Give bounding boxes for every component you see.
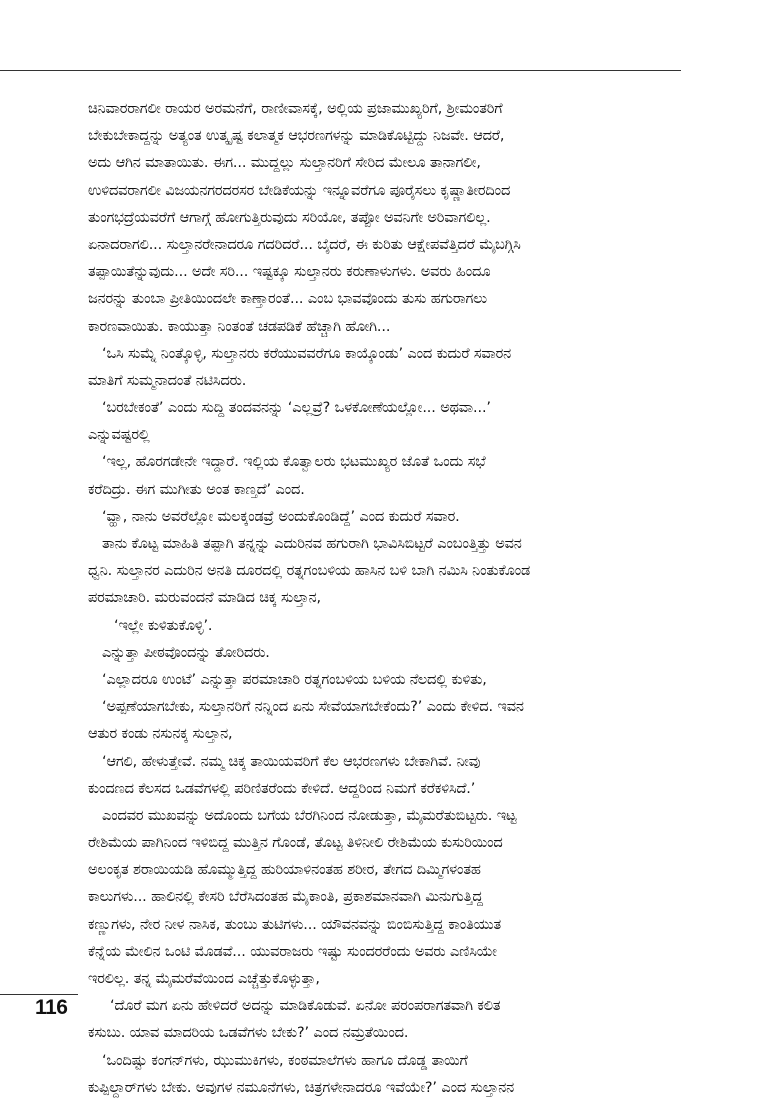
text-line: ‘ಆಗಲಿ, ಹೇಳುತ್ತೇವೆ. ನಮ್ಮ ಚಿಕ್ಕ ತಾಯಿಯವರಿಗೆ ಕೆಲ ಆಭರಣಗಳು ಬೇಕಾಗಿವೆ. ನೀವು — [102, 753, 481, 770]
text-line: ಅಲಂಕೃತ ಶರಾಯಿಯಡಿ ಹೊಮ್ಮುತ್ತಿದ್ದ ಹುರಿಯಾಳಿನಂತಹ ಶರೀರ, ತೇಗದ ದಿಮ್ಮಿಗಳಂತಹ — [88, 862, 481, 879]
text-line: ‘ಇಲ್ಲ, ಹೊರಗಡೇನೇ ಇದ್ದಾರೆ. ಇಲ್ಲಿಯ ಕೊತ್ವಾಲರು ಭಟಮುಖ್ಯರ ಜೊತೆ ಒಂದು ಸಭೆ — [102, 454, 486, 471]
text-line: ಕಣ್ಣುಗಳು, ನೇರ ನೀಳ ನಾಸಿಕ, ತುಂಬು ತುಟಿಗಳು... ಯೌವನವನ್ನು ಬಿಂಬಿಸುತ್ತಿದ್ದ ಕಾಂತಿಯುತ — [88, 916, 502, 933]
footer-rule — [0, 994, 78, 995]
text-line: ಎಂದವರ ಮುಖವನ್ನು ಅದೊಂದು ಬಗೆಯ ಬೆರಗಿನಿಂದ ನೋಡುತ್ತಾ, ಮೈಮರೆತುಬಿಟ್ಟರು. ಇಟ್ಟ — [102, 807, 517, 824]
text-line: ಬೇಕುಬೇಕಾದ್ದನ್ನು ಅತ್ಯಂತ ಉತ್ಕೃಷ್ಟ ಕಲಾತ್ಮಕ ಆಭರಣಗಳನ್ನು ಮಾಡಿಕೊಟ್ಟಿದ್ದು ನಿಜವೇ. ಆದರೆ, — [88, 128, 505, 145]
page-body — [88, 96, 684, 1102]
text-line: ‘ಒಂದಿಷ್ಟು ಕಂಗನ್‌ಗಳು, ಝುಮುಕಿಗಳು, ಕಂಠಮಾಲೆಗಳು ಹಾಗೂ ದೊಡ್ಡ ತಾಯಿಗೆ — [102, 1052, 468, 1069]
text-line: ಕಾರಣವಾಯಿತು. ಕಾಯುತ್ತಾ ನಿಂತಂತೆ ಚಡಪಡಿಕೆ ಹೆಚ್ಚಾಗಿ ಹೋಗಿ... — [88, 318, 391, 335]
text-line: ಎನ್ನುತ್ತಾ ಪೀಠವೊಂದನ್ನು ತೋರಿದರು. — [102, 644, 270, 661]
page-number: 116 — [35, 996, 68, 1019]
text-line: ಇರಲಿಲ್ಲ. ತನ್ನ ಮೈಮರೆವೆಯಿಂದ ಎಚ್ಚೆತ್ತುಕೊಳ್ಳುತ್ತಾ, — [88, 971, 320, 987]
text-line: ‘ಒಸಿ ಸುಮ್ನೆ ನಿಂತ್ಕೊಳ್ಳಿ, ಸುಲ್ತಾನರು ಕರೆಯುವವರೆಗೂ ಕಾಯ್ಕೊಂಡು’ ಎಂದ ಕುದುರೆ ಸವಾರನ — [102, 345, 512, 362]
text-line: ಕುಪ್ಪಿಲ್ದಾರ್‌ಗಳು ಬೇಕು. ಅವುಗಳ ನಮೂನೆಗಳು, ಚಿತ್ರಗಳೇನಾದರೂ ಇವೆಯೇ?’ ಎಂದ ಸುಲ್ತಾನನ — [88, 1079, 515, 1096]
text-line: ಕಸುಬು. ಯಾವ ಮಾದರಿಯ ಒಡವೆಗಳು ಬೇಕು?’ ಎಂದ ನಮ್ರತೆಯಿಂದ. — [88, 1025, 409, 1042]
text-line: ಕುಂದಣದ ಕೆಲಸದ ಒಡವೆಗಳಲ್ಲಿ ಪರಿಣಿತರೆಂದು ಕೇಳಿದೆ. ಆದ್ದರಿಂದ ನಿಮಗೆ ಕರೆಕಳಿಸಿದೆ.’ — [88, 780, 476, 797]
text-line: ಏನಾದರಾಗಲಿ... ಸುಲ್ತಾನರೇನಾದರೂ ಗದರಿದರೆ... ಬೈದರೆ, ಈ ಕುರಿತು ಆಕ್ಷೇಪವೆತ್ತಿದರೆ ಮೈಬಗ್ಗಿಸಿ — [88, 236, 521, 253]
text-line: ಕೆನ್ನೆಯ ಮೇಲಿನ ಒಂಟಿ ಮೊಡವೆ... ಯುವರಾಜರು ಇಷ್ಟು ಸುಂದರರೆಂದು ಅವರು ಎಣಿಸಿಯೇ — [88, 943, 497, 960]
text-line: ಉಳಿದವರಾಗಲೀ ವಿಜಯನಗರದರಸರ ಬೇಡಿಕೆಯನ್ನು ಇನ್ನೂವರೆಗೂ ಪೂರೈಸಲು ಕೃಷ್ಣಾತೀರದಿಂದ — [88, 182, 511, 199]
text-line: ಅದು ಆಗಿನ ಮಾತಾಯಿತು. ಈಗ... ಮುದ್ದಲ್ಲು ಸುಲ್ತಾನರಿಗೆ ಸೇರಿದ ಮೇಲೂ ತಾನಾಗಲೀ, — [88, 155, 481, 172]
text-line: ಚಿನಿವಾರರಾಗಲೀ ರಾಯರ ಅರಮನೆಗೆ, ರಾಣೀವಾಸಕ್ಕೆ, ಅಲ್ಲಿಯ ಪ್ರಜಾಮುಖ್ಯರಿಗೆ, ಶ್ರೀಮಂತರಿಗೆ — [88, 101, 503, 117]
text-line: ‘ಇಲ್ಲೇ ಕುಳಿತುಕೊಳ್ಳಿ’. — [114, 617, 213, 634]
text-line: ತುಂಗಭದ್ರೆಯವರೆಗೆ ಆಗಾಗ್ಗೆ ಹೋಗುತ್ತಿರುವುದು ಸರಿಯೋ, ತಪ್ಪೋ ಅವನಿಗೇ ಅರಿವಾಗಲಿಲ್ಲ. — [88, 209, 491, 226]
text-line: ತಪ್ಪಾಯಿತೆನ್ನುವುದು... ಅದೇ ಸರಿ... ಇಷ್ಟಕ್ಕೂ ಸುಲ್ತಾನರು ಕರುಣಾಳುಗಳು. ಅವರು ಹಿಂದೂ — [88, 264, 491, 281]
text-line: ಜನರನ್ನು ತುಂಬಾ ಪ್ರೀತಿಯಿಂದಲೇ ಕಾಣ್ತಾರಂತೆ... ಎಂಬ ಭಾವವೊಂದು ತುಸು ಹಗುರಾಗಲು — [88, 291, 487, 308]
text-line: ಆತುರ ಕಂಡು ನಸುನಕ್ಕ ಸುಲ್ತಾನ, — [88, 726, 233, 743]
text-line: ‘ದೊರೆ ಮಗ ಏನು ಹೇಳಿದರೆ ಅದನ್ನು ಮಾಡಿಕೊಡುವೆ. ಏನೋ ಪರಂಪರಾಗತವಾಗಿ ಕಲಿತ — [110, 998, 501, 1015]
text-line: ಕರೆದಿದ್ರು. ಈಗ ಮುಗೀತು ಅಂತ ಕಾಣ್ತದೆ’ ಎಂದ. — [88, 481, 305, 498]
text-line: ಎನ್ನುವಷ್ಟರಲ್ಲಿ — [88, 427, 150, 444]
text-line: ಕಾಲುಗಳು... ಹಾಲಿನಲ್ಲಿ ಕೇಸರಿ ಬೆರೆಸಿದಂತಹ ಮೈಕಾಂತಿ, ಪ್ರಕಾಶಮಾನವಾಗಿ ಮಿನುಗುತ್ತಿದ್ದ — [88, 889, 483, 906]
text-line: ರೇಶಿಮೆಯ ಪಾಗಿನಿಂದ ಇಳಿಬಿದ್ದ ಮುತ್ತಿನ ಗೊಂಡೆ, ತೊಟ್ಟ ತಿಳಿನೀಲಿ ರೇಶಿಮೆಯ ಕುಸುರಿಯಿಂದ — [88, 835, 503, 852]
text-line: ‘ಬರಬೇಕಂತೆ’ ಎಂದು ಸುದ್ದಿ ತಂದವನನ್ನು ‘ಎಲ್ಲವ್ರೆ? ಒಳಕೋಣೆಯಲ್ಲೋ... ಅಥವಾ...’ — [102, 400, 491, 417]
text-line: ಧ್ವನಿ. ಸುಲ್ತಾನರ ಎದುರಿನ ಅನತಿ ದೂರದಲ್ಲಿ ರತ್ನಗಂಬಳಿಯ ಹಾಸಿನ ಬಳಿ ಬಾಗಿ ನಮಿಸಿ ನಿಂತುಕೊಂಡ — [88, 563, 531, 580]
header-rule — [0, 70, 681, 71]
text-line: ‘ಎಲ್ಲಾದರೂ ಉಂಟೆ’ ಎನ್ನುತ್ತಾ ಪರಮಾಚಾರಿ ರತ್ನಗಂಬಳಿಯ ಬಳಿಯ ನೆಲದಲ್ಲಿ ಕುಳಿತು, — [102, 671, 487, 688]
text-line: ಪರಮಾಚಾರಿ. ಮರುವಂದನೆ ಮಾಡಿದ ಚಿಕ್ಕ ಸುಲ್ತಾನ, — [88, 590, 322, 607]
text-line: ‘ಅಪ್ಪಣೆಯಾಗಬೇಕು, ಸುಲ್ತಾನರಿಗೆ ನನ್ನಿಂದ ಏನು ಸೇವೆಯಾಗಬೇಕೆಂದು?’ ಎಂದು ಕೇಳಿದ. ಇವನ — [102, 699, 524, 716]
text-line: ‘ವ್ಹಾ, ನಾನು ಅವರೆಲ್ಲೋ ಮಲಕ್ಕಂಡವ್ರೆ ಅಂದುಕೊಂಡಿದ್ದೆ’ ಎಂದ ಕುದುರೆ ಸವಾರ. — [102, 508, 460, 525]
text-line: ಮಾತಿಗೆ ಸುಮ್ಮನಾದಂತೆ ನಟಿಸಿದರು. — [88, 372, 247, 389]
text-line: ತಾನು ಕೊಟ್ಟ ಮಾಹಿತಿ ತಪ್ಪಾಗಿ ತನ್ನನ್ನು ಎದುರಿನವ ಹಗುರಾಗಿ ಭಾವಿಸಿಬಿಟ್ಟರೆ ಎಂಬಂತ್ತಿತ್ತು ಅವನ — [102, 536, 522, 552]
